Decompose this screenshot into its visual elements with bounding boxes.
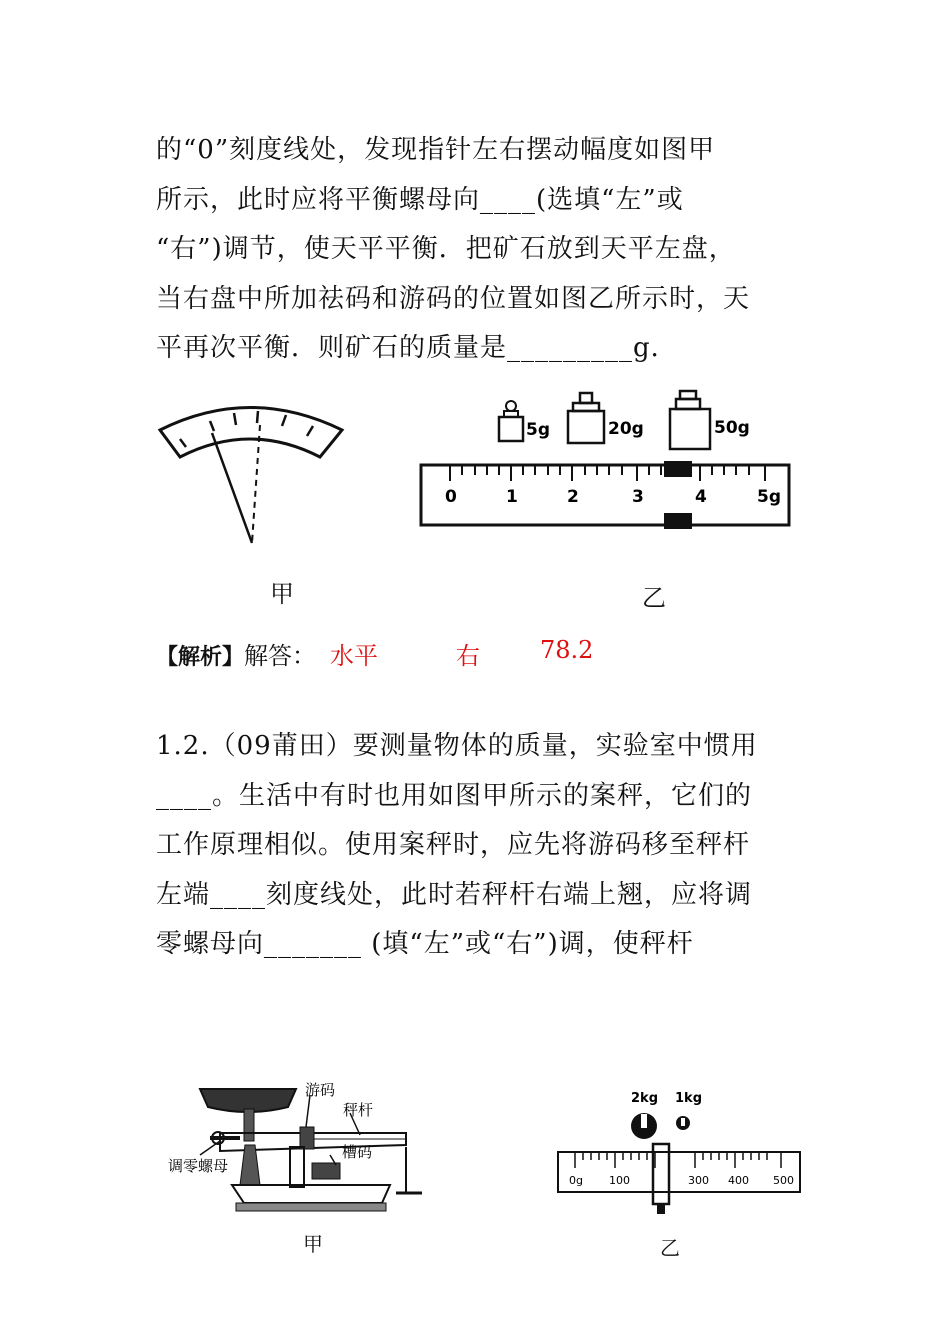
rider-bottom: [664, 513, 692, 529]
figure-kg-caption: 乙: [660, 1236, 680, 1260]
figure-kg-ruler: [555, 1088, 805, 1218]
problem1-line: 的“0”刻度线处，发现指针左右摆动幅度如图甲: [156, 135, 716, 165]
problem1-text: [156, 126, 796, 374]
ruler-tick-label: 100: [609, 1174, 630, 1187]
weight-label: 1kg: [675, 1091, 702, 1106]
weight-label: 20g: [608, 419, 644, 439]
scale-label: 调零螺母: [168, 1157, 229, 1175]
weight-label: 5g: [526, 420, 550, 440]
problem2-line: 零螺母向_______ (填“左”或“右”)调，使秤杆: [156, 929, 694, 959]
problem1-line: 当右盘中所加祛码和游码的位置如图乙所示时，天: [156, 283, 751, 314]
ruler-tick-label: 500: [773, 1174, 794, 1187]
answer-value: 78.2: [540, 636, 594, 664]
scale-label: 槽码: [342, 1143, 373, 1161]
problem1-line: 所示，此时应将平衡螺母向____(选填“左”或: [156, 184, 684, 215]
weight-label: 2kg: [631, 1091, 658, 1106]
ruler-tick-label: 0g: [569, 1174, 583, 1187]
scale-label: 秤杆: [343, 1101, 374, 1119]
ruler-tick-label: 0: [445, 487, 457, 507]
ruler-tick-label: 3: [632, 487, 644, 507]
weight-label: 50g: [714, 418, 750, 438]
ruler-ticks: [450, 465, 765, 481]
answer-label: 解答：: [244, 642, 317, 670]
figure-yi-caption: 乙: [642, 584, 666, 612]
figure-scale-caption: 甲: [303, 1232, 323, 1256]
ruler-tick-label: 300: [688, 1174, 709, 1187]
scale-label: 游码: [305, 1081, 336, 1099]
problem2-line: ____。生活中有时也用如图甲所示的案秤，它们的: [156, 780, 753, 811]
problem2-line: 1.2.（09莆田）要测量物体的质量，实验室中惯用: [156, 731, 758, 761]
problem2-line: 工作原理相似。使用案秤时，应先将游码移至秤杆: [156, 830, 751, 860]
problem2-text: [156, 722, 796, 970]
answer-line: [156, 636, 594, 670]
problem1-line: “右”)调节，使天平平衡．把矿石放到天平左盘，: [156, 234, 736, 264]
ruler-tick-label: 400: [728, 1174, 749, 1187]
ruler-tick-label: 1: [506, 487, 518, 507]
figure-jia-caption: 甲: [270, 580, 294, 608]
rider-top: [664, 461, 692, 477]
ruler-tick-label: 2: [567, 487, 579, 507]
problem2-line: 左端____刻度线处，此时若秤杆右端上翘，应将调: [156, 879, 753, 910]
ruler-tick-label: 4: [695, 487, 707, 507]
figure-yi-weights-ruler: [415, 385, 795, 530]
ruler-tick-label: 5g: [757, 487, 781, 507]
problem1-line: 平再次平衡．则矿石的质量是_________g．: [156, 333, 678, 363]
analysis-tag: 【解析】: [156, 645, 245, 670]
figure-jia-pointer-dial: [150, 395, 360, 555]
answer-value: 水平: [330, 642, 378, 670]
answer-value: 右: [456, 642, 480, 670]
